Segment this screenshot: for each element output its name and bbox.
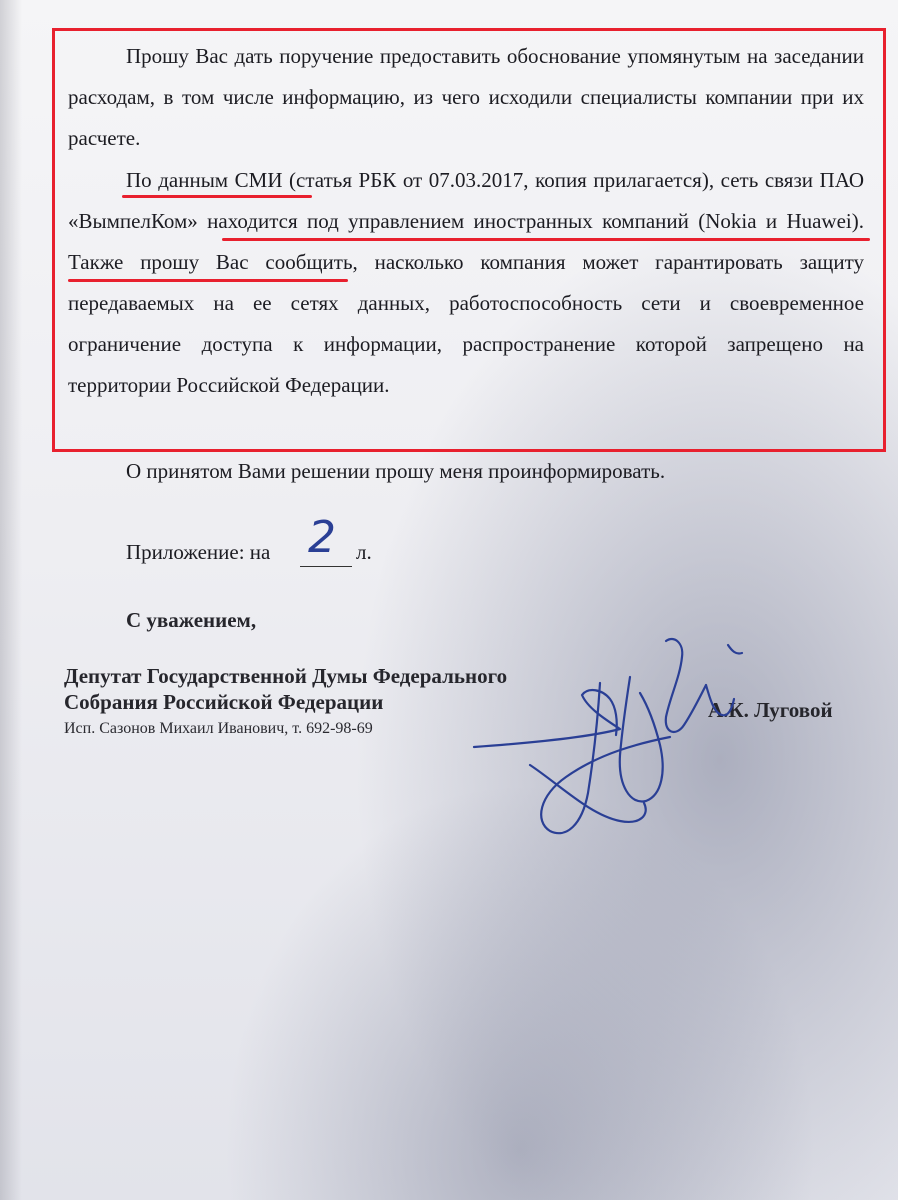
paragraph-request-info: О принятом Вами решении прошу меня проинформировать. [126,459,666,483]
closing-phrase: С уважением, [126,608,257,632]
attachment-label: Приложение: на [126,540,271,564]
attachment-blank-line [300,566,352,567]
underline-smi [122,195,312,198]
position-line-1: Депутат Государственной Думы Федерального [64,664,508,688]
executor-contact: Исп. Сазонов Михаил Иванович, т. 692-98-69 [64,720,373,737]
attachment-count-handwritten: 2 [308,512,336,563]
page-edge-shadow [0,0,22,1200]
underline-companies [68,279,348,282]
attachment-unit: л. [356,540,372,564]
position-line-2: Собрания Российской Федерации [64,690,384,714]
paragraph-expense-justification: Прошу Вас дать поручение предоставить обоснование упомянутым на заседании расходам, в том числе информацию, из чего исходили специалисты компании при их расчете. [68,44,864,150]
paragraph-foreign-management: По данным СМИ (статья РБК от 07.03.2017, копия прилагается), сеть связи ПАО «ВымпелКом» находится под управлением иностранных компаний (Nokia и Huawei). Также прошу Вас сообщить, насколько компания может гарантировать защиту передаваемых на ее сетях данных, работоспособность сети и своевременное ограничение доступа к информации, распространение которой запрещено на территории Российской Федерации. [68,168,864,397]
underline-vimpelcom [222,238,870,241]
handwritten-signature [470,625,760,855]
signatory-name: А.К. Луговой [708,698,833,722]
